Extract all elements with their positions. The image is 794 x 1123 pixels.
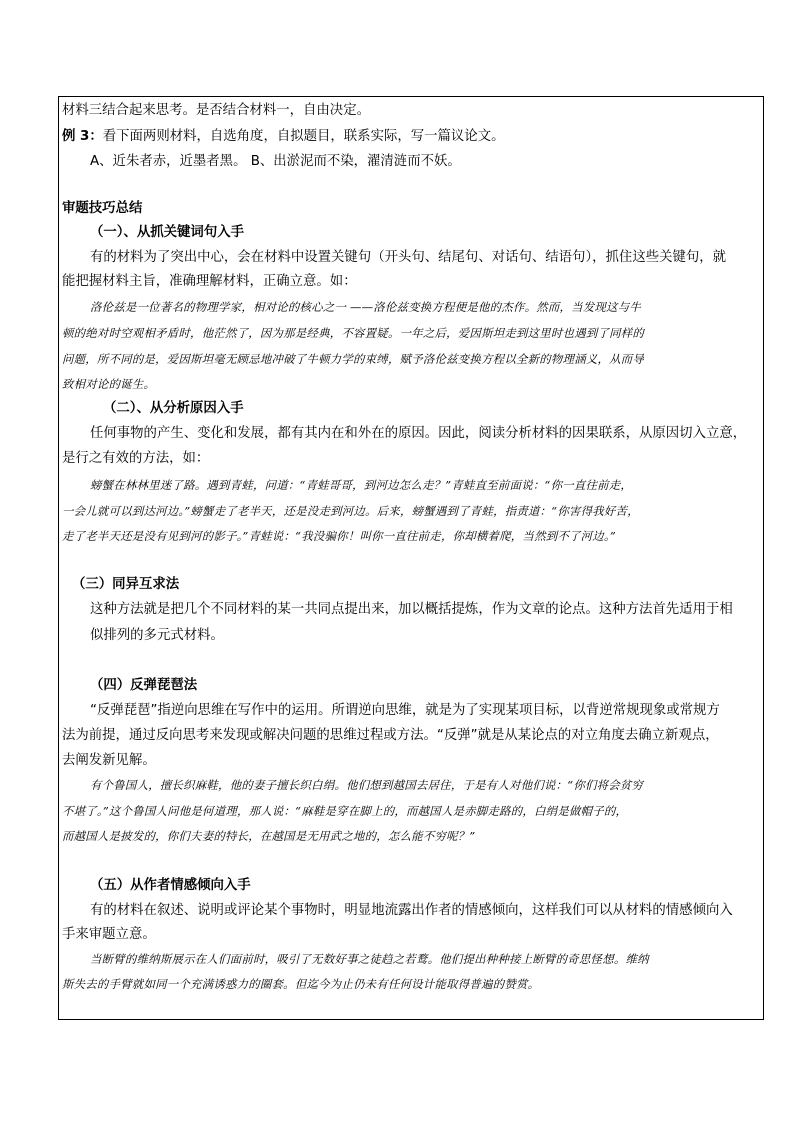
example-text-line: 洛伦兹是一位著名的物理学家，相对论的核心之一 ——洛伦兹变换方程便是他的杰作。然而，当发现这与牛 — [90, 300, 641, 314]
example-text-line: 顿的绝对时空观相矛盾时，他茫然了，因为那是经典，不容置疑。一年之后，爱因斯坦走到这里时也遇到了同样的 — [62, 326, 645, 340]
example-3-line — [62, 128, 758, 146]
example-text-line: 当断臂的维纳斯展示在人们面前时，吸引了无数好事之徒趋之若鹜。他们提出种种接上断臂的奇思怪想。维纳 — [90, 952, 649, 966]
paragraph-line: 有的材料为了突出中心，会在材料中设置关键句（开头句、结尾句、对话句、结语句），抓住这些关键句，就 — [90, 250, 727, 265]
heading-keywords: （一）、从抓关键词句入手 — [90, 225, 244, 240]
example-text-line: 有个鲁国人，擅长织麻鞋，他的妻子擅长织白绢。他们想到越国去居住，于是有人对他们说：“你们将会贫穷 — [90, 778, 644, 792]
example-text-line: 斯失去的手臂就如同一个充满诱惑力的圈套。但迄今为止仍未有任何设计能取得普遍的赞赏。 — [62, 977, 540, 991]
paragraph-line: 任何事物的产生、变化和发展，都有其内在和外在的原因。因此，阅读分析材料的因果联系，从原因切入立意， — [90, 426, 747, 441]
paragraph-line: 手来审题立意。 — [62, 927, 156, 942]
example-text-line: 问题，所不同的是，爱因斯坦毫无顾忌地冲破了牛顿力学的束缚，赋予洛伦兹变换方程以全新的物理涵义，从而导 — [62, 352, 645, 366]
example-text-line: 走了老半天还是没有见到河的影子。”青蛙说：“我没骗你！叫你一直往前走，你却横着爬，当然到不了河边。” — [62, 529, 616, 543]
heading-causes: （二）、从分析原因入手 — [103, 401, 244, 416]
example-text-line: 不堪了。”这个鲁国人问他是何道理，那人说：“麻鞋是穿在脚上的，而越国人是赤脚走路的，白绢是做帽子的， — [62, 804, 628, 818]
paragraph-line: 有的材料在叙述、说明或评论某个事物时，明显地流露出作者的情感倾向，这样我们可以从材料的情感倾向入 — [90, 903, 733, 918]
paragraph-line: 去阐发新见解。 — [62, 753, 156, 768]
text-line: 材料三结合起来思考。是否结合材料一，自由决定。 — [62, 103, 370, 118]
example-text-line: 螃蟹在林林里迷了路。遇到青蛙，问道：“青蛙哥哥，到河边怎么走？”青蛙直至前面说：“你一直往前走， — [90, 478, 633, 492]
example-text: 看下面两则材料，自选角度，自拟题目，联系实际，写一篇议论文。 — [102, 129, 505, 144]
paragraph-line: 似排列的多元式材料。 — [90, 628, 224, 643]
example-text-line: 致相对论的诞生。 — [62, 377, 156, 391]
paragraph-line: 这种方法就是把几个不同材料的某一共同点提出来，加以概括提炼，作为文章的论点。这种方法首先适用于相 — [90, 602, 733, 617]
paragraph-line: 法为前提，通过反向思考来发现或解决问题的思维过程或方法。“反弹”就是从某论点的对立角度去确立新观点， — [62, 728, 719, 743]
paragraph-line: 能把握材料主旨，准确理解材料，正确立意。如： — [62, 274, 357, 289]
heading-reverse: （四）反弹琵琶法 — [90, 678, 198, 693]
heading-similarity: （三）同异互求法 — [72, 577, 180, 592]
example-text-line: 一会儿就可以到达河边。”螃蟹走了老半天，还是没走到河边。后来，螃蟹遇到了青蛙，指责道：“你害得我好苦， — [62, 504, 639, 518]
option-line: A、近朱者赤，近墨者黑。 B、出淤泥而不染，濯清涟而不妖。 — [90, 154, 461, 169]
heading-emotion: （五）从作者情感倾向入手 — [90, 878, 251, 893]
example-label: 例 3： — [62, 129, 103, 144]
paragraph-line: “反弹琵琶”指逆向思维在写作中的运用。所谓逆向思维，就是为了实现某项目标，以背逆常规现象或常规方 — [90, 703, 720, 718]
paragraph-line: 是行之有效的方法，如： — [62, 451, 210, 466]
section-heading-summary: 审题技巧总结 — [62, 201, 143, 216]
example-text-line: 而越国人是披发的，你们夫妻的特长，在越国是无用武之地的，怎么能不穷呢？” — [62, 829, 476, 843]
